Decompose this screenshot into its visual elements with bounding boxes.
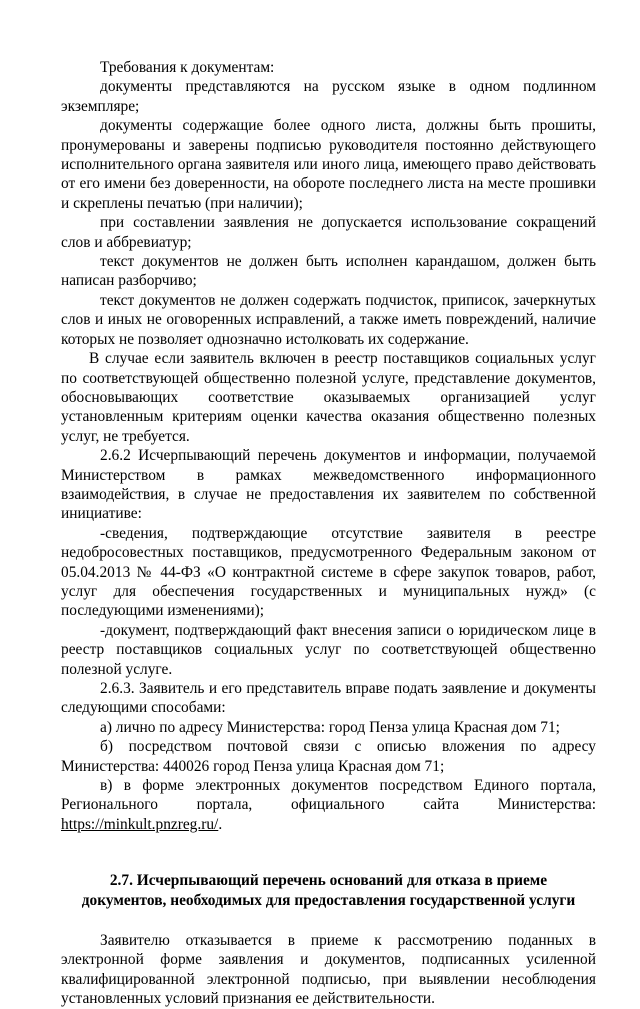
section-2-6-3: 2.6.3. Заявитель и его представитель вправе подать заявление и документы следующими способами: xyxy=(61,680,596,717)
requirement-no-pencil: текст документов не должен быть исполнен карандашом, должен быть написан разборчиво; xyxy=(61,253,596,290)
item-registry-record: -документ, подтверждающий факт внесения записи о юридическом лице в реестр поставщиков социальных услуг по соответствующей общественно полезной услуге. xyxy=(61,621,596,678)
registry-exemption-paragraph: В случае если заявитель включен в реестр поставщиков социальных услуг по соответствующей общественно полезной услуге, представление документов, обосновывающих соответствие оказываемых организацией услуг установленным критериям оценки качества оказания общественно полезных услуг, не требуется. xyxy=(61,350,596,445)
item-unfair-suppliers-info: -сведения, подтверждающие отсутствие заявителя в реестре недобросовестных поставщиков, предусмотренного Федеральным законом от 05.04.2013 № 44-ФЗ «О контрактной системе в сфере закупок товаров, работ, услуг для обеспечения государственных и муниципальных нужд» (с последующими изменениями); xyxy=(61,524,596,620)
section-2-6-2: 2.6.2 Исчерпывающий перечень документов и информации, получаемой Министерством в рамках межведомственного информационного взаимодействия, в случае не предоставления их заявителем по собственной инициативе: xyxy=(61,447,596,523)
method-in-person: а) лично по адресу Министерства: город Пенза улица Красная дом 71; xyxy=(100,718,560,736)
ministry-website-link[interactable]: https://minkult.pnzreg.ru/ xyxy=(61,815,219,833)
requirement-russian-language: документы представляются на русском языке в одном подлинном экземпляре; xyxy=(61,78,596,115)
section-2-7-heading-line2: документов, необходимых для предоставления государственной услуги xyxy=(81,891,576,909)
requirements-heading: Требования к документам: xyxy=(100,59,275,76)
section-2-7-heading xyxy=(61,871,596,910)
method-electronic xyxy=(61,776,596,834)
link-trailing-period: . xyxy=(218,815,223,833)
requirement-no-corrections: текст документов не должен содержать подчисток, приписок, зачеркнутых слов и иных не оговоренных исправлений, а также иметь повреждений, наличие которых не позволяет однозначно истолковать их содержание. xyxy=(61,291,596,348)
requirement-no-abbreviations: при составлении заявления не допускается использование сокращений слов и аббревиатур; xyxy=(61,214,596,251)
refusal-grounds-paragraph: Заявителю отказывается в приеме к рассмотрению поданных в электронной форме заявления и документов, подписанных усиленной квалифицированной электронной подписью, при выявлении несоблюдения установленных условий признания ее действительности. xyxy=(61,932,596,1008)
method-electronic-text: в) в форме электронных документов посредством Единого портала, Регионального портала, официального сайта Министерства: xyxy=(61,777,596,814)
requirement-stitched-pages: документы содержащие более одного листа, должны быть прошиты, пронумерованы и заверены подписью руководителя постоянно действующего исполнительного органа заявителя или иного лица, имеющего право действовать от его имени без доверенности, на обороте последнего листа на месте прошивки и скреплены печатью (при наличии); xyxy=(61,117,596,212)
section-2-7-heading-line1: 2.7. Исчерпывающий перечень оснований для отказа в приеме xyxy=(109,872,548,890)
document-page xyxy=(61,58,596,1009)
method-by-post: б) посредством почтовой связи с описью вложения по адресу Министерства: 440026 город Пенза улица Красная дом 71; xyxy=(61,738,596,775)
